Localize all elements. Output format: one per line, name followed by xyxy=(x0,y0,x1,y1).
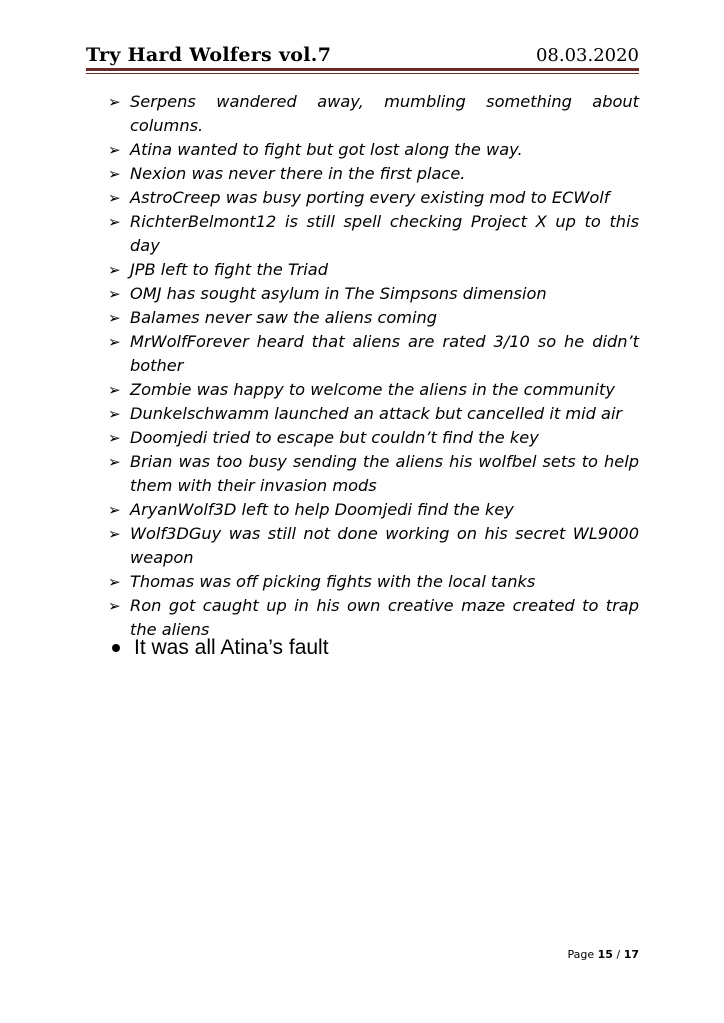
arrow-bullet-icon: ➢ xyxy=(108,453,121,471)
arrow-bullet-icon: ➢ xyxy=(108,189,121,207)
list-item-text: Brian was too busy sending the aliens his wolfbel sets to help them with their invasion mods xyxy=(130,452,639,495)
arrow-bullet-icon: ➢ xyxy=(108,333,121,351)
arrow-bullet-icon: ➢ xyxy=(108,381,121,399)
list-item-text: Zombie was happy to welcome the aliens in the community xyxy=(130,380,615,399)
list-item-text: Ron got caught up in his own creative maze created to trap the aliens xyxy=(130,596,639,639)
current-page: 15 xyxy=(597,948,613,961)
arrow-bullet-icon: ➢ xyxy=(108,93,121,111)
list-item-text: Thomas was off picking fights with the local tanks xyxy=(130,572,536,591)
list-item xyxy=(108,258,639,282)
arrow-bullet-icon: ➢ xyxy=(108,573,121,591)
list-item xyxy=(108,282,639,306)
list-item xyxy=(108,138,639,162)
list-item xyxy=(108,522,639,570)
list-item xyxy=(108,306,639,330)
round-bullet-icon xyxy=(112,644,120,652)
list-item xyxy=(108,450,639,498)
list-item xyxy=(108,570,639,594)
list-item xyxy=(108,210,639,258)
list-item-text: Wolf3DGuy was still not done working on his secret WL9000 weapon xyxy=(130,524,639,567)
list-item xyxy=(108,498,639,522)
total-pages: 17 xyxy=(623,948,639,961)
header-rule-thick xyxy=(86,68,639,71)
list-item-text: RichterBelmont12 is still spell checking Project X up to this day xyxy=(130,212,639,255)
list-item-text: JPB left to fight the Triad xyxy=(130,260,329,279)
arrow-bullet-icon: ➢ xyxy=(108,165,121,183)
list-item-text: Nexion was never there in the first place. xyxy=(130,164,466,183)
list-item xyxy=(108,162,639,186)
list-item xyxy=(108,426,639,450)
list-item-text: Dunkelschwamm launched an attack but cancelled it mid air xyxy=(130,404,623,423)
list-item xyxy=(108,378,639,402)
arrow-bullet-icon: ➢ xyxy=(108,213,121,231)
list-item xyxy=(108,330,639,378)
arrow-bullet-icon: ➢ xyxy=(108,405,121,423)
arrow-bullet-list xyxy=(108,90,639,642)
closing-text: It was all Atina’s fault xyxy=(134,636,329,659)
list-item xyxy=(108,594,639,642)
header-rule-thin xyxy=(86,73,639,74)
arrow-bullet-icon: ➢ xyxy=(108,525,121,543)
arrow-bullet-icon: ➢ xyxy=(108,261,121,279)
list-item xyxy=(108,186,639,210)
closing-bullet xyxy=(108,636,329,660)
list-item-text: Doomjedi tried to escape but couldn’t find the key xyxy=(130,428,539,447)
arrow-bullet-icon: ➢ xyxy=(108,501,121,519)
arrow-bullet-icon: ➢ xyxy=(108,285,121,303)
document-date: 08.03.2020 xyxy=(535,45,639,66)
arrow-bullet-icon: ➢ xyxy=(108,309,121,327)
list-item-text: Serpens wandered away, mumbling something about columns. xyxy=(130,92,639,135)
document-title: Try Hard Wolfers vol.7 xyxy=(86,44,332,66)
list-item-text: AstroCreep was busy porting every existing mod to ECWolf xyxy=(130,188,610,207)
list-item-text: OMJ has sought asylum in The Simpsons dimension xyxy=(130,284,547,303)
list-item xyxy=(108,90,639,138)
page-label: Page xyxy=(567,948,595,961)
page-number xyxy=(568,948,639,961)
list-item-text: AryanWolf3D left to help Doomjedi find the key xyxy=(130,500,514,519)
page-separator: / xyxy=(616,948,621,961)
list-item-text: Balames never saw the aliens coming xyxy=(130,308,438,327)
arrow-bullet-icon: ➢ xyxy=(108,597,121,615)
arrow-bullet-icon: ➢ xyxy=(108,429,121,447)
arrow-bullet-icon: ➢ xyxy=(108,141,121,159)
list-item xyxy=(108,402,639,426)
list-item-text: Atina wanted to fight but got lost along the way. xyxy=(130,140,523,159)
list-item-text: MrWolfForever heard that aliens are rated 3/10 so he didn’t bother xyxy=(130,332,639,375)
